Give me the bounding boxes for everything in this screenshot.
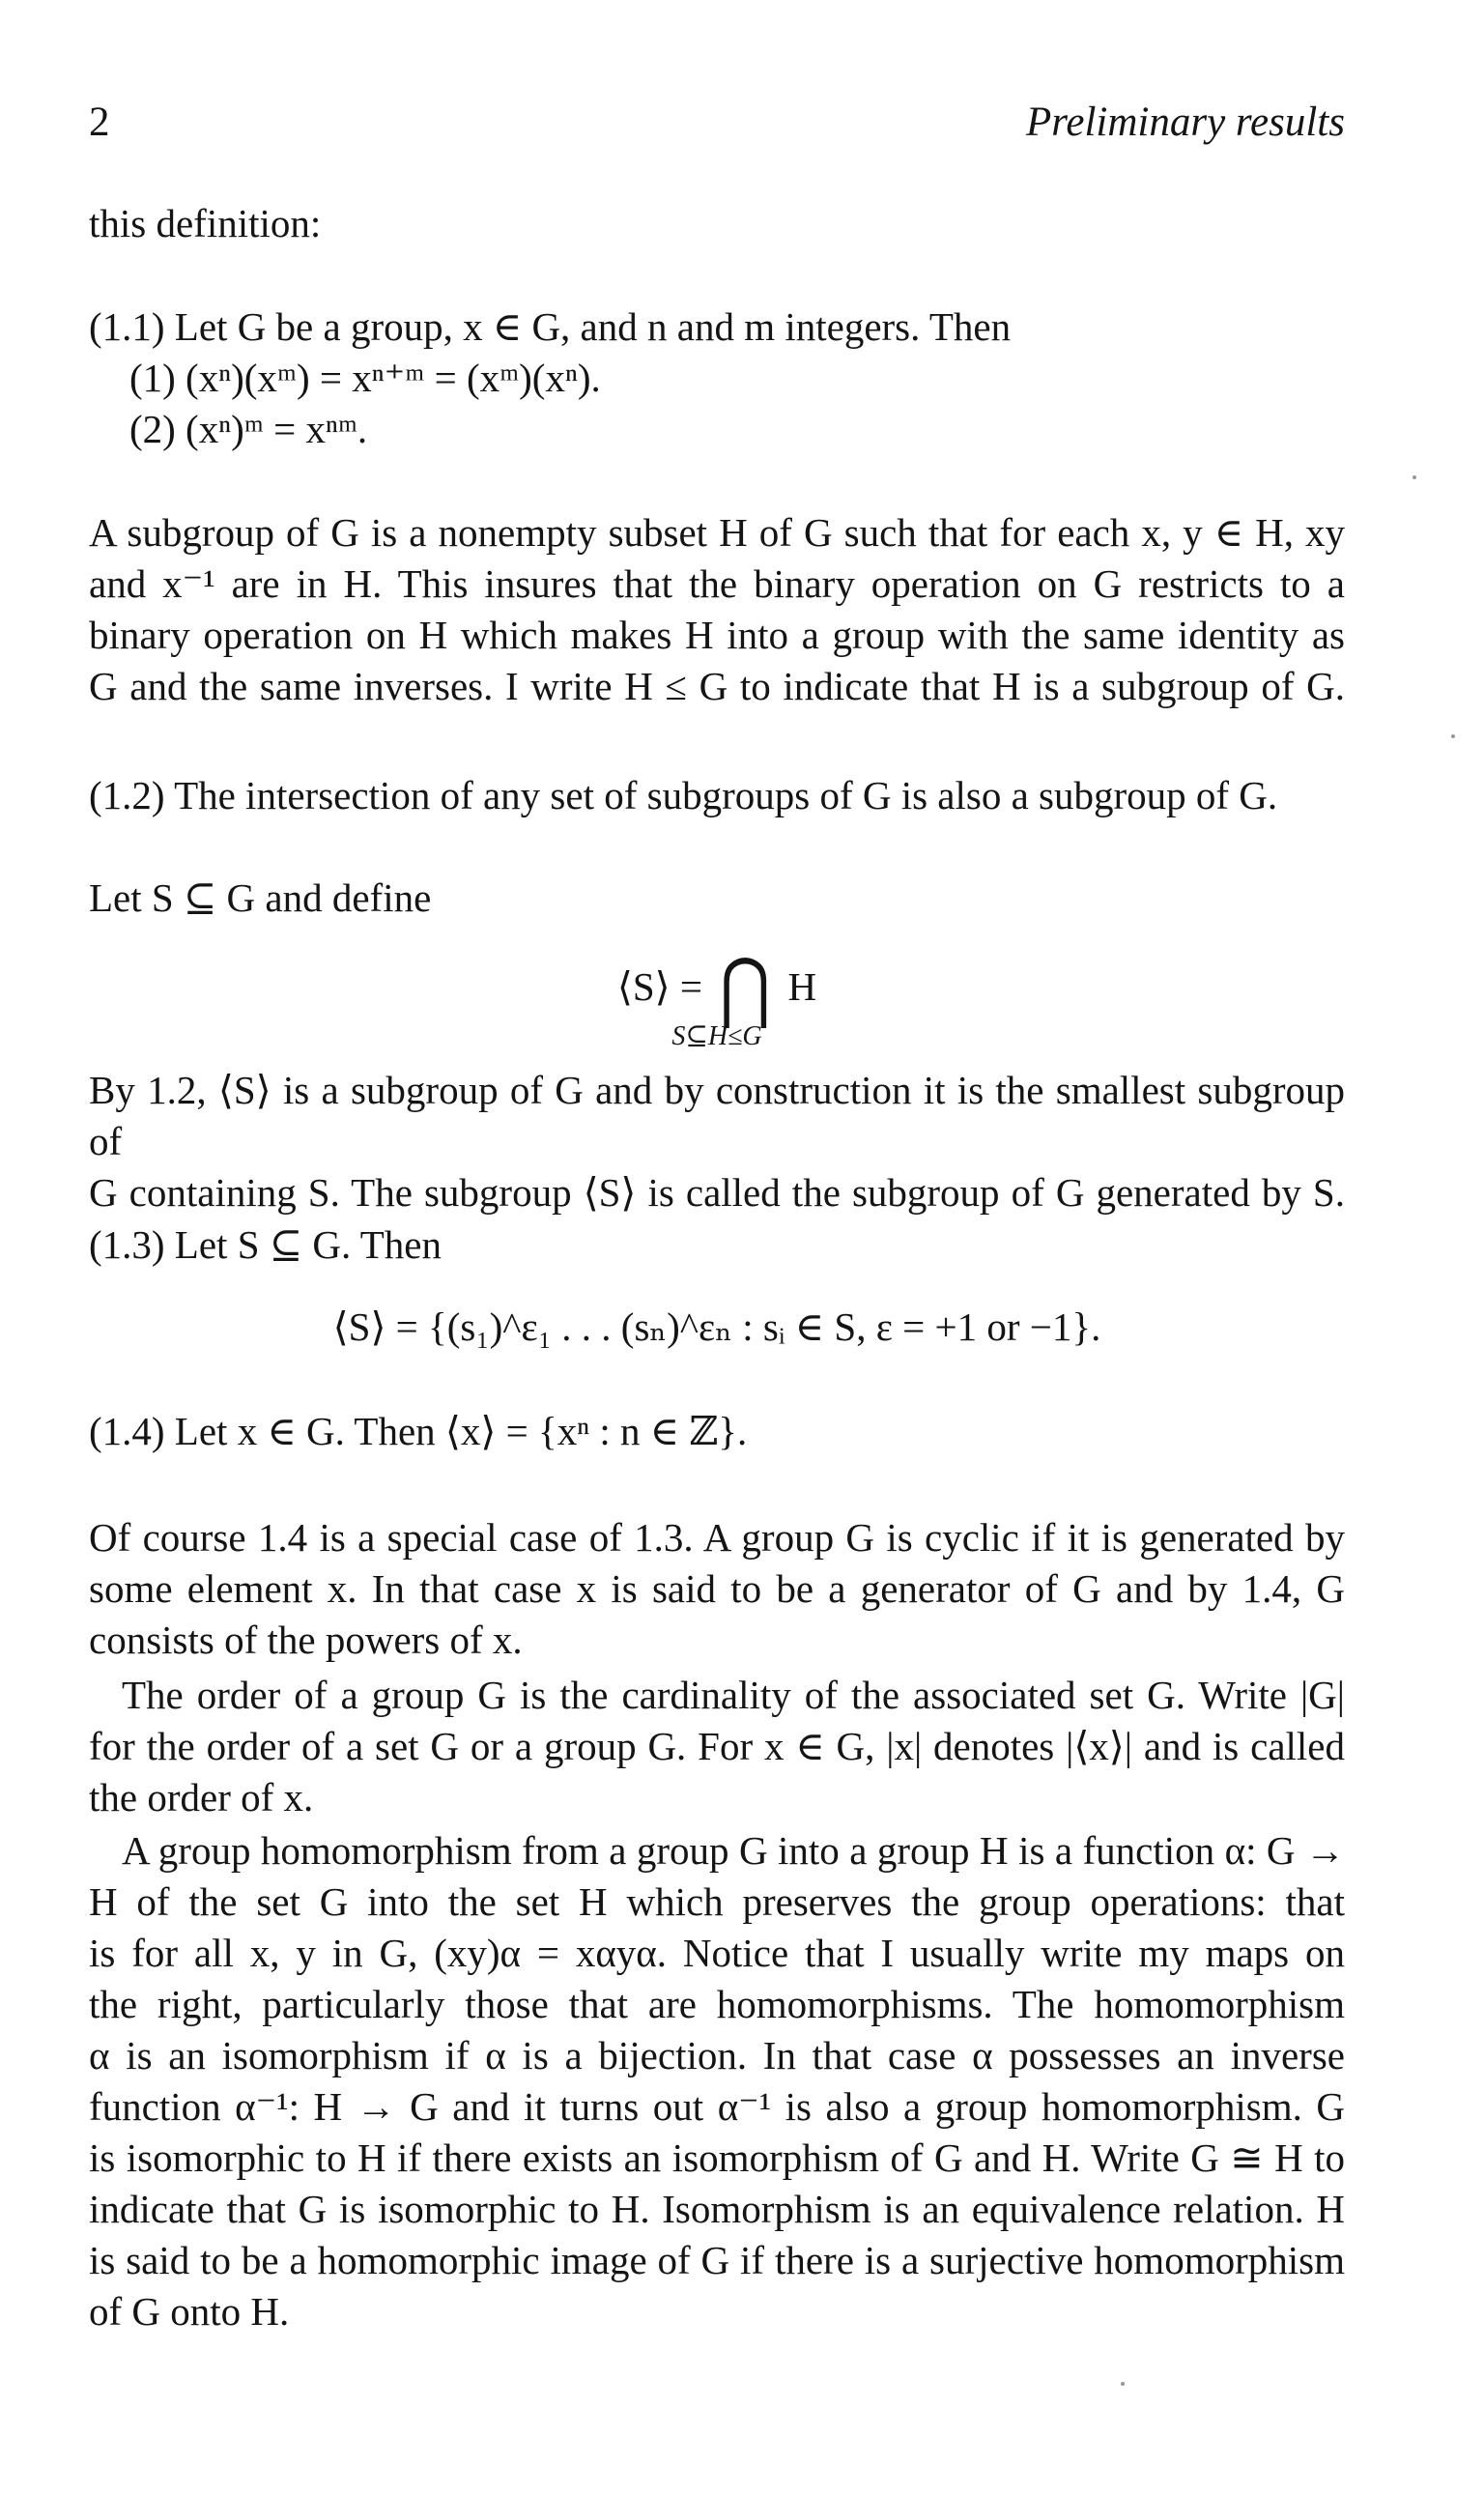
text-line: G containing S. The subgroup ⟨S⟩ is called the subgroup of G generated by S. <box>89 1170 1345 1215</box>
proposition-statement: (1.1) Let G be a group, x ∈ G, and n and m integers. Then <box>89 304 1012 349</box>
math-lhs: ⟨S⟩ = <box>616 964 703 1009</box>
text-line: A subgroup of G is a nonempty subset H of G such that for each x, y ∈ H, xy <box>89 510 1345 555</box>
proposition-1-4 <box>89 1406 1345 1457</box>
text-line: of G onto H. <box>89 2289 290 2334</box>
big-intersection-symbol: ⋂ <box>720 944 771 1030</box>
text-line: indicate that G is isomorphic to H. Isomorphism is an equivalence relation. H <box>89 2187 1345 2231</box>
page-number: 2 <box>89 100 110 145</box>
scan-speck <box>1413 475 1416 479</box>
math-rhs: H <box>787 964 817 1009</box>
text-line: and x⁻¹ are in H. This insures that the binary operation on G restricts to a <box>89 561 1345 606</box>
proposition-statement: (1.3) Let S ⊆ G. Then <box>89 1222 442 1267</box>
proposition-item-1: (1) (xⁿ)(xᵐ) = xⁿ⁺ᵐ = (xᵐ)(xⁿ). <box>129 356 601 400</box>
intersection-subscript: S⊆H≤G <box>671 1021 762 1051</box>
proposition-1-3 <box>89 1219 1345 1271</box>
text-line: is for all x, y in G, (xy)α = xαyα. Notice that I usually write my maps on <box>89 1931 1345 1975</box>
proposition-statement: (1.4) Let x ∈ G. Then ⟨x⟩ = {xⁿ : n ∈ ℤ}. <box>89 1409 748 1453</box>
text-line: A group homomorphism from a group G into a group H is a function α: G → <box>122 1828 1345 1873</box>
scan-speck <box>1121 2382 1125 2386</box>
generated-subgroup-lead <box>89 873 1345 924</box>
text-line: Of course 1.4 is a special case of 1.3. A group G is cyclic if it is generated by <box>89 1515 1345 1560</box>
text-line: the order of x. <box>89 1775 314 1820</box>
text-line: H of the set G into the set H which preserves the group operations: that <box>89 1879 1345 1924</box>
proposition-item-2: (2) (xⁿ)ᵐ = xⁿᵐ. <box>129 407 368 451</box>
book-page <box>89 0 1345 2493</box>
text-line: Let S ⊆ G and define <box>89 875 432 920</box>
homomorphism-paragraph <box>89 1825 1345 2337</box>
cyclic-paragraph <box>89 1512 1345 1666</box>
text-line: The order of a group G is the cardinality of the associated set G. Write |G| <box>122 1673 1345 1717</box>
subgroup-paragraph <box>89 507 1345 712</box>
running-head <box>89 97 1345 155</box>
text-line: G and the same inverses. I write H ≤ G to indicate that H is a subgroup of G. <box>89 664 1345 708</box>
text-line: α is an isomorphism if α is a bijection. In that case α possesses an inverse <box>89 2033 1345 2078</box>
intro-fragment <box>89 198 1345 249</box>
scan-speck <box>1451 734 1455 738</box>
text-line: some element x. In that case x is said to be a generator of G and by 1.4, G <box>89 1566 1345 1611</box>
text-line: is isomorphic to H if there exists an isomorphism of G and H. Write G ≅ H to <box>89 2135 1345 2180</box>
text-line: for the order of a set G or a group G. For x ∈ G, |x| denotes |⟨x⟩| and is called <box>89 1724 1345 1768</box>
generated-subgroup-paragraph <box>89 1065 1345 1218</box>
text-line: function α⁻¹: H → G and it turns out α⁻¹ is also a group homomorphism. G <box>89 2084 1345 2129</box>
proposition-1-3-formula: ⟨S⟩ = {(s₁)^ε₁ . . . (sₙ)^εₙ : sᵢ ∈ S, ε = +1 or −1}. <box>332 1304 1101 1349</box>
section-title: Preliminary results <box>1025 100 1345 145</box>
text-line: By 1.2, ⟨S⟩ is a subgroup of G and by construction it is the smallest subgroup of <box>89 1068 1345 1163</box>
text-line: is said to be a homomorphic image of G if there is a surjective homomorphism <box>89 2238 1345 2282</box>
text-line: consists of the powers of x. <box>89 1618 523 1662</box>
proposition-statement: (1.2) The intersection of any set of subgroups of G is also a subgroup of G. <box>89 773 1278 817</box>
proposition-1-2 <box>89 770 1345 821</box>
proposition-1-1 <box>89 301 1345 455</box>
text-line: the right, particularly those that are homomorphisms. The homomorphism <box>89 1982 1345 2026</box>
generated-subgroup-definition <box>89 944 1345 1030</box>
text-line: this definition: <box>89 201 322 245</box>
text-line: binary operation on H which makes H into a group with the same identity as <box>89 613 1345 657</box>
order-paragraph <box>89 1670 1345 1823</box>
